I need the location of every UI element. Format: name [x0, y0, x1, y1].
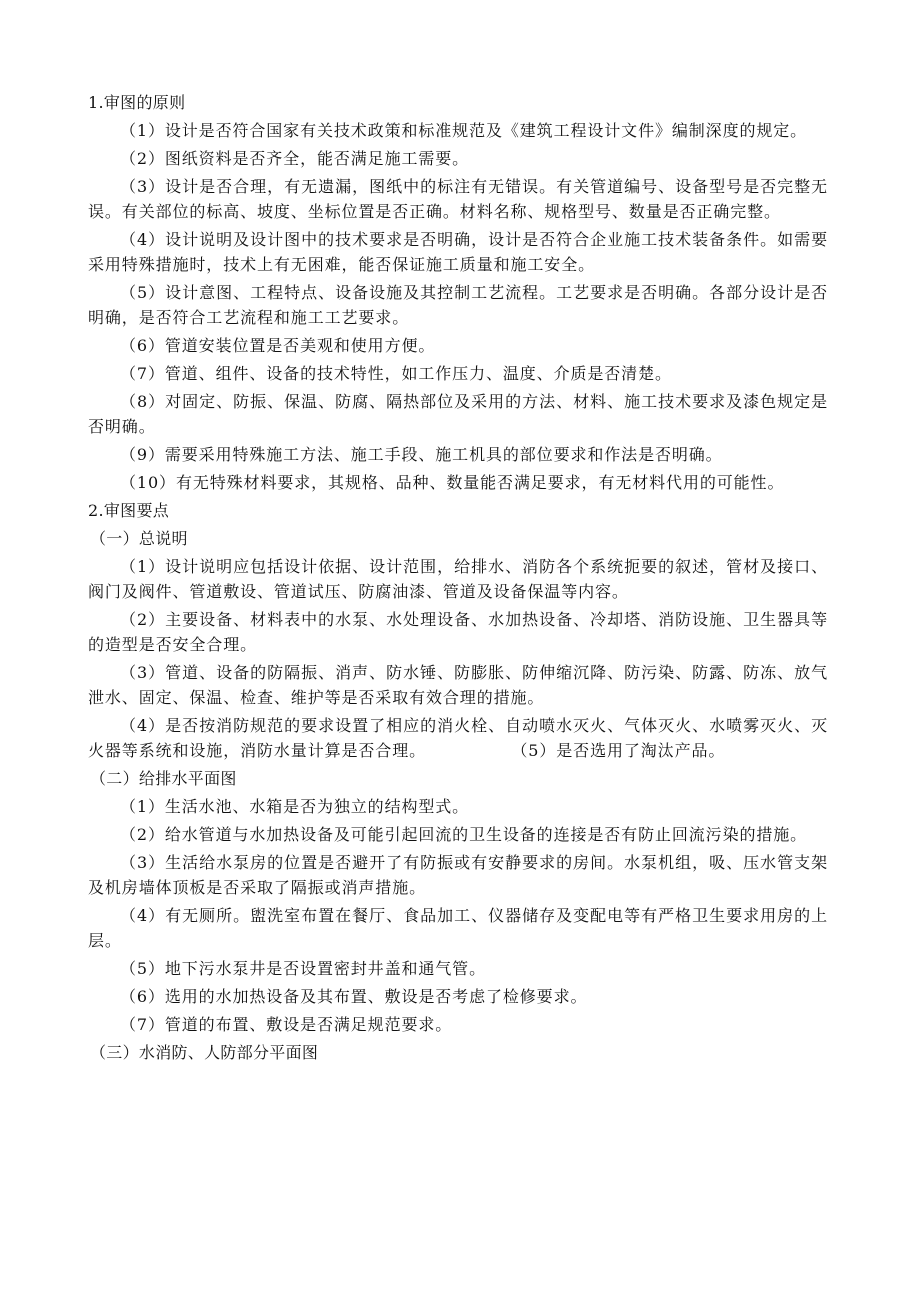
document-body [88, 90, 828, 1068]
plumbing-plan-paragraph: （4）有无厕所。盥洗室布置在餐厅、食品加工、仪器储存及变配电等有严格卫生要求用房的上层。 [88, 906, 828, 950]
principle-paragraph: （7）管道、组件、设备的技术特性，如工作压力、温度、介质是否清楚。 [120, 364, 672, 383]
principle-paragraph: （1）设计是否符合国家有关技术政策和标准规范及《建筑工程设计文件》编制深度的规定。 [120, 121, 808, 140]
general-notes-paragraph: （2）主要设备、材料表中的水泵、水处理设备、水加热设备、冷却塔、消防设施、卫生器具等的造型是否安全合理。 [88, 610, 828, 654]
plumbing-plan-paragraph: （3）生活给水泵房的位置是否避开了有防振或有安静要求的房间。水泵机组，吸、压水管支架及机房墙体顶板是否采取了隔振或消声措施。 [88, 853, 828, 897]
plumbing-plan-paragraph: （6）选用的水加热设备及其布置、敷设是否考虑了检修要求。 [120, 987, 588, 1006]
principle-paragraph: （10）有无特殊材料要求，其规格、品种、数量能否满足要求，有无材料代用的可能性。 [120, 473, 785, 492]
general-notes-paragraph: （3）管道、设备的防隔振、消声、防水锤、防膨胀、防伸缩沉降、防污染、防露、防冻、放气泄水、固定、保温、检查、维护等是否采取有效合理的措施。 [88, 663, 828, 707]
subsection-heading-fire-civil-defense-plan: （三）水消防、人防部分平面图 [90, 1043, 319, 1062]
principle-paragraph: （2）图纸资料是否齐全，能否满足施工需要。 [120, 149, 470, 168]
principle-paragraph: （3）设计是否合理，有无遗漏，图纸中的标注有无错误。有关管道编号、设备型号是否完整无误。有关部位的标高、坡度、坐标位置是否正确。材料名称、规格型号、数量是否正确完整。 [88, 177, 828, 221]
plumbing-plan-paragraph: （5）地下污水泵井是否设置密封井盖和通气管。 [120, 959, 486, 978]
principle-paragraph: （5）设计意图、工程特点、设备设施及其控制工艺流程。工艺要求是否明确。各部分设计是否明确，是否符合工艺流程和施工工艺要求。 [88, 283, 828, 327]
principle-paragraph: （6）管道安装位置是否美观和使用方便。 [120, 336, 436, 355]
section-heading-principles: 1.审图的原则 [88, 93, 186, 112]
principle-paragraph: （4）设计说明及设计图中的技术要求是否明确，设计是否符合企业施工技术装备条件。如需要采用特殊措施时，技术上有无困难，能否保证施工质量和施工安全。 [88, 230, 828, 274]
general-notes-paragraph: （1）设计说明应包括设计依据、设计范围，给排水、消防各个系统扼要的叙述，管材及接口、阀门及阀件、管道敷设、管道试压、防腐油漆、管道及设备保温等内容。 [88, 557, 828, 601]
plumbing-plan-paragraph: （2）给水管道与水加热设备及可能引起回流的卫生设备的连接是否有防止回流污染的措施。 [120, 825, 808, 844]
subsection-heading-general-notes: （一）总说明 [90, 529, 188, 548]
general-notes-paragraph: （4）是否按消防规范的要求设置了相应的消火栓、自动喷水灭火、气体灭火、水喷雾灭火、灭火器等系统和设施，消防水量计算是否合理。 （5）是否选用了淘汰产品。 [88, 716, 828, 760]
principle-paragraph: （9）需要采用特殊施工方法、施工手段、施工机具的部位要求和作法是否明确。 [120, 445, 723, 464]
plumbing-plan-paragraph: （7）管道的布置、敷设是否满足规范要求。 [120, 1015, 453, 1034]
principle-paragraph: （8）对固定、防振、保温、防腐、隔热部位及采用的方法、材料、施工技术要求及漆色规定是否明确。 [88, 392, 828, 436]
plumbing-plan-paragraph: （1）生活水池、水箱是否为独立的结构型式。 [120, 797, 470, 816]
section-heading-key-points: 2.审图要点 [88, 501, 170, 520]
subsection-heading-plumbing-plan: （二）给排水平面图 [90, 769, 237, 788]
